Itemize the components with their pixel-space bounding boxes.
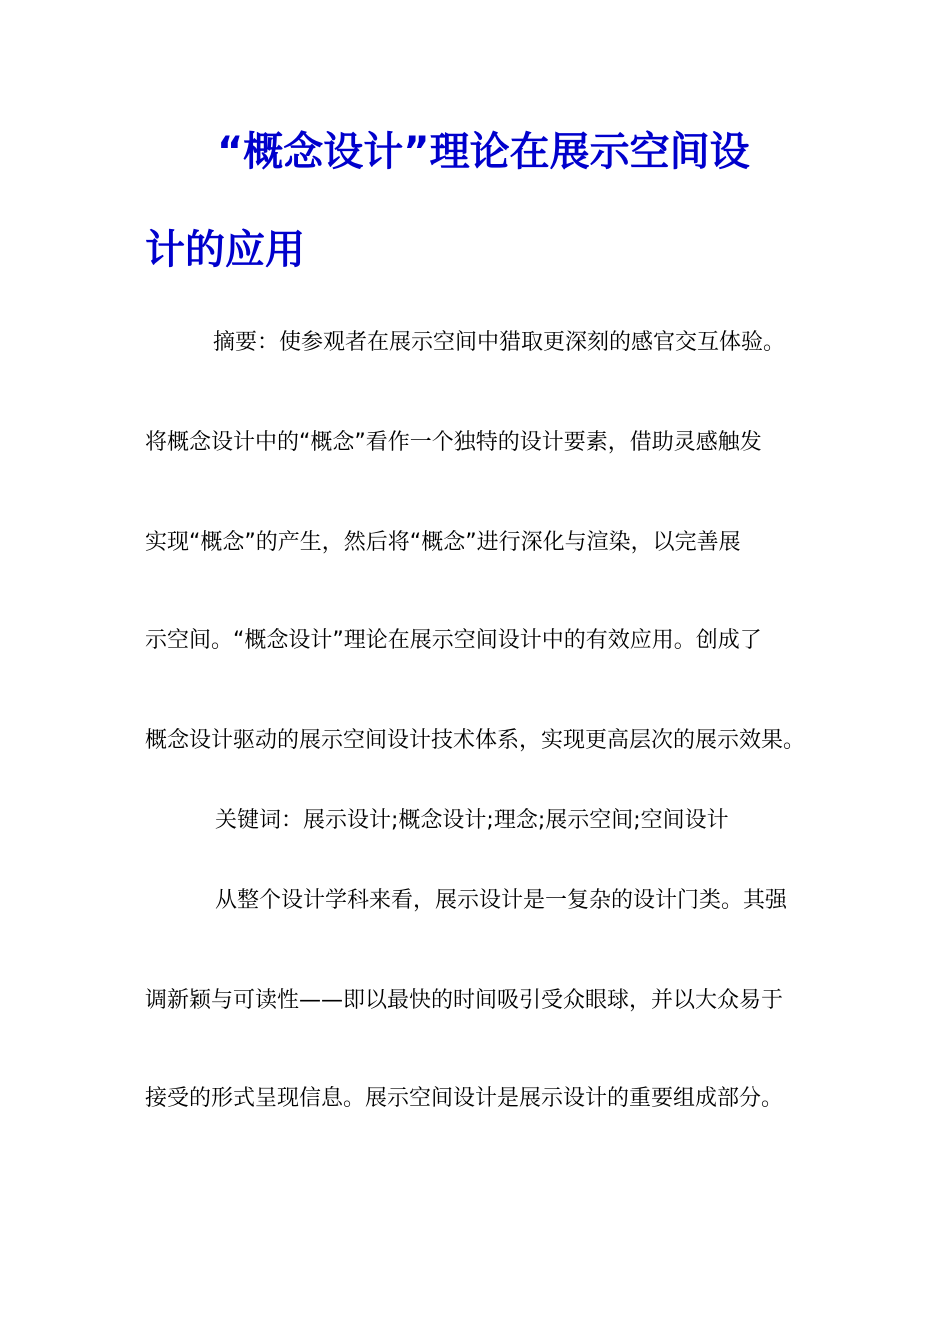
document-title-line-1: “概念设计”理论在展示空间设 (217, 129, 750, 175)
abstract-line: 示空间。“概念设计”理论在展示空间设计中的有效应用。创成了 (145, 628, 762, 653)
document-title-line-2: 计的应用 (145, 227, 305, 273)
abstract-line: 摘要：使参观者在展示空间中猎取更深刻的感官交互体验。 (213, 330, 786, 355)
keywords-line: 关键词：展示设计;概念设计;理念;展示空间;空间设计 (215, 808, 729, 833)
abstract-line: 实现“概念”的产生，然后将“概念”进行深化与渲染，以完善展 (145, 530, 741, 555)
body-paragraph-line: 接受的形式呈现信息。展示空间设计是展示设计的重要组成部分。 (145, 1086, 784, 1111)
abstract-line: 概念设计驱动的展示空间设计技术体系，实现更高层次的展示效果。 (145, 728, 806, 753)
body-paragraph-line: 调新颖与可读性——即以最快的时间吸引受众眼球，并以大众易于 (145, 988, 784, 1013)
abstract-line: 将概念设计中的“概念”看作一个独特的设计要素，借助灵感触发 (145, 430, 762, 455)
body-paragraph-line: 从整个设计学科来看，展示设计是一复杂的设计门类。其强 (215, 888, 788, 913)
